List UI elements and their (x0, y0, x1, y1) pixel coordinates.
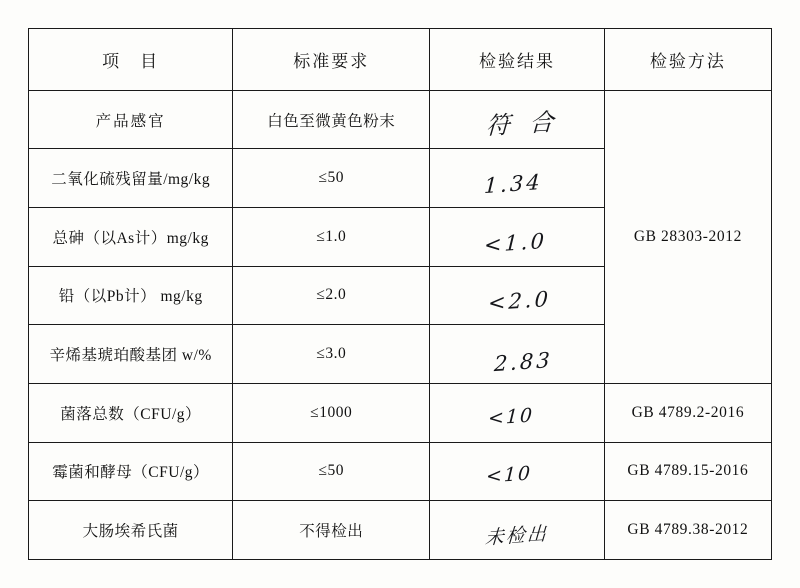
cell-standard: 不得检出 (233, 501, 430, 560)
cell-standard: ≤50 (233, 442, 430, 501)
table-row (29, 501, 772, 560)
cell-item: 铅（以Pb计） mg/kg (29, 266, 233, 325)
cell-result (430, 325, 605, 384)
cell-standard: ≤3.0 (233, 325, 430, 384)
table-row (29, 90, 772, 149)
cell-item: 二氧化硫残留量/mg/kg (29, 149, 233, 208)
cell-item: 菌落总数（CFU/g） (29, 383, 233, 442)
cell-method: GB 4789.2-2016 (604, 383, 771, 442)
handwritten-result: 2.83 (493, 348, 553, 377)
column-header-method: 检验方法 (604, 29, 771, 91)
cell-result (430, 208, 605, 267)
table-header-row (29, 29, 772, 91)
cell-result (430, 90, 605, 149)
table-row (29, 442, 772, 501)
cell-item: 产品感官 (29, 90, 233, 149)
handwritten-result: 未检出 (484, 522, 549, 549)
column-header-item: 项 目 (29, 29, 233, 91)
cell-item: 霉菌和酵母（CFU/g） (29, 442, 233, 501)
cell-standard: ≤1000 (233, 383, 430, 442)
cell-method: GB 4789.38-2012 (604, 501, 771, 560)
cell-item: 大肠埃希氏菌 (29, 501, 233, 560)
handwritten-result: <10 (487, 404, 535, 430)
cell-method: GB 28303-2012 (604, 90, 771, 383)
cell-result (430, 266, 605, 325)
column-header-result: 检验结果 (430, 29, 605, 91)
column-header-standard: 标准要求 (233, 29, 430, 91)
handwritten-result: <1.0 (482, 228, 548, 258)
cell-standard: 白色至微黄色粉末 (233, 90, 430, 149)
cell-result (430, 501, 605, 560)
inspection-result-table (28, 28, 772, 560)
cell-result (430, 149, 605, 208)
handwritten-result: <2.0 (486, 287, 552, 316)
inspection-result-table-wrapper (28, 28, 772, 560)
cell-standard: ≤2.0 (233, 266, 430, 325)
cell-result (430, 442, 605, 501)
cell-standard: ≤50 (233, 149, 430, 208)
handwritten-result: 符 合 (485, 107, 561, 141)
cell-item: 总砷（以As计）mg/kg (29, 208, 233, 267)
cell-result (430, 383, 605, 442)
cell-standard: ≤1.0 (233, 208, 430, 267)
handwritten-result: <10 (485, 462, 533, 489)
cell-item: 辛烯基琥珀酸基团 w/% (29, 325, 233, 384)
cell-method: GB 4789.15-2016 (604, 442, 771, 501)
table-row (29, 383, 772, 442)
handwritten-result: 1.34 (483, 170, 543, 199)
